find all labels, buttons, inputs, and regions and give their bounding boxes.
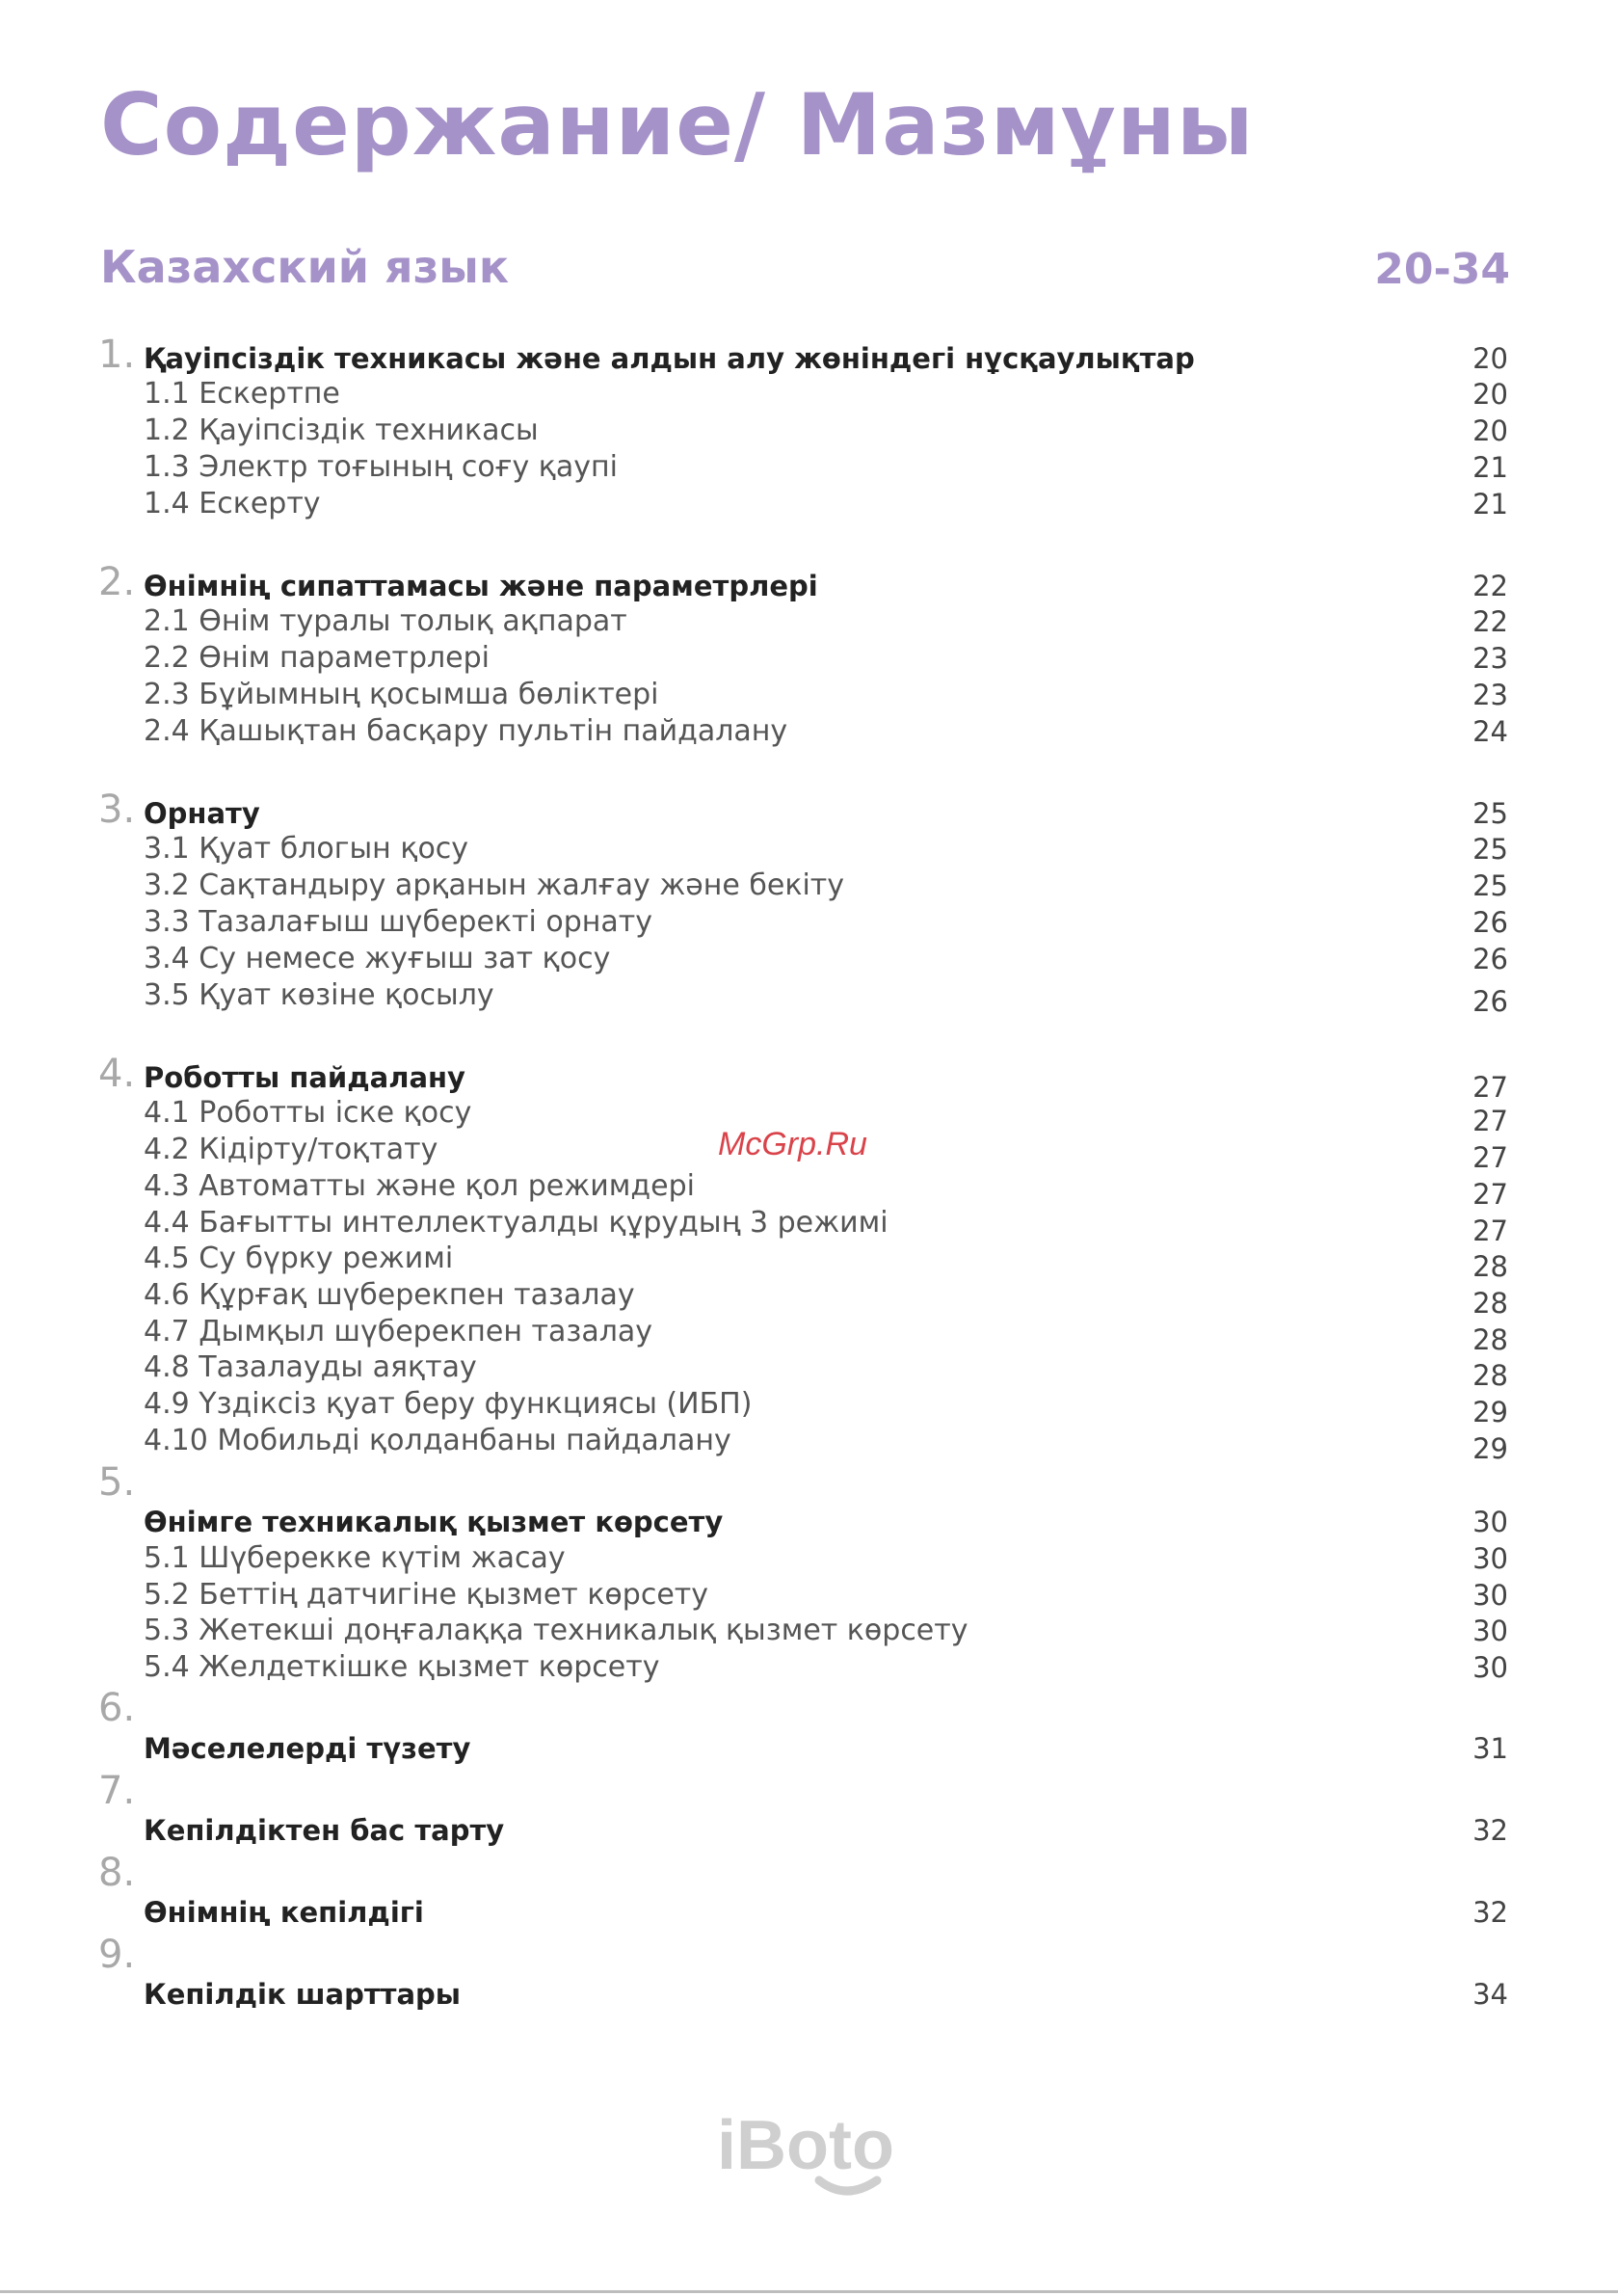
item-title: 1.1 Ескертпе xyxy=(144,377,340,411)
item-title: 4.7 Дымқыл шүберекпен тазалау xyxy=(144,1315,653,1348)
section-number: 1. xyxy=(98,333,136,377)
item-title: 4.6 Құрғақ шүберекпен тазалау xyxy=(144,1278,635,1312)
page-number: 21 xyxy=(1472,451,1508,484)
section-title: Мәселелерді түзету xyxy=(144,1732,471,1765)
page-number: 21 xyxy=(1472,488,1508,521)
item-title: 3.3 Тазалағыш шүберекті орнату xyxy=(144,905,652,939)
item-title: 3.5 Қуат көзіне қосылу xyxy=(144,978,494,1012)
toc-item-row[interactable] xyxy=(144,1169,1508,1211)
toc-section-row[interactable] xyxy=(144,1895,1508,1930)
toc-item-row[interactable] xyxy=(144,905,1508,940)
toc-item-row[interactable] xyxy=(144,868,1508,903)
page-title: Содержание/ Мазмұны xyxy=(100,75,1255,174)
toc-section-row[interactable] xyxy=(144,569,1508,603)
page-number: 32 xyxy=(1472,1896,1508,1929)
language-pages: 20-34 xyxy=(1374,245,1510,294)
page-number: 27 xyxy=(1472,1071,1508,1104)
page-number: 20 xyxy=(1472,378,1508,411)
page-number: 27 xyxy=(1472,1105,1508,1137)
item-title: 2.1 Өнім туралы толық ақпарат xyxy=(144,604,627,638)
page-number: 28 xyxy=(1472,1359,1508,1392)
item-title: 4.8 Тазалауды аяқтау xyxy=(144,1350,477,1384)
section-number: 6. xyxy=(98,1686,136,1730)
toc-item-row[interactable] xyxy=(144,1278,1508,1320)
toc-section-row[interactable] xyxy=(144,1977,1508,2012)
toc-item-row[interactable] xyxy=(144,604,1508,639)
page-number: 25 xyxy=(1472,833,1508,866)
item-title: 3.2 Сақтандыру арқанын жалғау және бекіту xyxy=(144,868,845,902)
toc-item-row[interactable] xyxy=(144,1241,1508,1283)
toc-section-row[interactable] xyxy=(144,1731,1508,1766)
section-title: Өнімнің сипаттамасы және параметрлері xyxy=(144,570,818,602)
page-number: 27 xyxy=(1472,1215,1508,1247)
page-number: 26 xyxy=(1472,985,1508,1018)
toc-section-row[interactable] xyxy=(144,341,1508,376)
section-number: 4. xyxy=(98,1052,136,1096)
page-number: 30 xyxy=(1472,1506,1508,1538)
page-number: 30 xyxy=(1472,1542,1508,1575)
item-title: 4.3 Автоматты және қол режимдері xyxy=(144,1169,695,1203)
item-title: 4.9 Үздіксіз қуат беру функциясы (ИБП) xyxy=(144,1387,753,1421)
page-number: 29 xyxy=(1472,1432,1508,1465)
item-title: 2.3 Бұйымның қосымша бөліктері xyxy=(144,678,659,711)
page-number: 27 xyxy=(1472,1178,1508,1211)
toc-section-row[interactable] xyxy=(144,1060,1508,1104)
section-title: Өнімге техникалық қызмет көрсету xyxy=(144,1506,724,1538)
section-number: 7. xyxy=(98,1769,136,1813)
footer-divider xyxy=(0,2290,1618,2293)
toc-section-row[interactable] xyxy=(144,1813,1508,1848)
item-title: 5.4 Желдеткішке қызмет көрсету xyxy=(144,1650,660,1684)
item-title: 4.5 Су бүрку режимі xyxy=(144,1241,454,1275)
toc-item-row[interactable] xyxy=(144,450,1508,485)
item-title: 5.1 Шүберекке күтім жасау xyxy=(144,1541,566,1575)
item-title: 5.3 Жетекші доңғалаққа техникалық қызмет көрсету xyxy=(144,1614,968,1647)
item-title: 3.1 Қуат блогын қосу xyxy=(144,832,469,866)
item-title: 1.2 Қауіпсіздік техникасы xyxy=(144,414,539,447)
page-number: 27 xyxy=(1472,1141,1508,1174)
page-number: 24 xyxy=(1472,715,1508,748)
page-number: 26 xyxy=(1472,943,1508,975)
toc-item-row[interactable] xyxy=(144,1206,1508,1247)
page-number: 23 xyxy=(1472,679,1508,711)
page-number: 30 xyxy=(1472,1579,1508,1612)
toc-item-row[interactable] xyxy=(144,1614,1508,1648)
page-number: 31 xyxy=(1472,1732,1508,1765)
page-number: 28 xyxy=(1472,1323,1508,1356)
page-number: 30 xyxy=(1472,1651,1508,1684)
toc-item-row[interactable] xyxy=(144,1350,1508,1392)
toc-item-row[interactable] xyxy=(144,641,1508,676)
logo-text: iBoto xyxy=(717,2107,894,2184)
language-title: Казахский язык xyxy=(100,241,510,293)
section-title: Роботты пайдалану xyxy=(144,1061,465,1094)
toc-item-row[interactable] xyxy=(144,1424,1508,1465)
item-title: 1.3 Электр тоғының соғу қаупі xyxy=(144,450,618,484)
item-title: 5.2 Беттің датчигіне қызмет көрсету xyxy=(144,1578,709,1612)
section-title: Кепілдіктен бас тарту xyxy=(144,1814,505,1847)
toc-item-row[interactable] xyxy=(144,678,1508,712)
toc-item-row[interactable] xyxy=(144,832,1508,867)
toc-item-row[interactable] xyxy=(144,1315,1508,1356)
toc-item-row[interactable] xyxy=(144,1650,1508,1685)
page-number: 25 xyxy=(1472,797,1508,830)
toc-item-row[interactable] xyxy=(144,714,1508,749)
section-number: 9. xyxy=(98,1933,136,1977)
page-number: 26 xyxy=(1472,906,1508,939)
page-number: 23 xyxy=(1472,642,1508,675)
item-title: 3.4 Су немесе жуғыш зат қосу xyxy=(144,942,611,975)
page-number: 30 xyxy=(1472,1615,1508,1647)
item-title: 4.10 Мобильді қолданбаны пайдалану xyxy=(144,1424,731,1457)
section-title: Өнімнің кепілдігі xyxy=(144,1896,424,1929)
page-number: 22 xyxy=(1472,570,1508,602)
toc-item-row[interactable] xyxy=(144,978,1508,1018)
watermark: McGrp.Ru xyxy=(718,1126,867,1162)
toc-item-row[interactable] xyxy=(144,942,1508,976)
page-number: 20 xyxy=(1472,414,1508,447)
item-title: 4.1 Роботты іске қосу xyxy=(144,1096,472,1130)
toc-section-row[interactable] xyxy=(144,796,1508,831)
section-title: Кепілдік шарттары xyxy=(144,1978,462,2011)
section-title: Қауіпсіздік техникасы және алдын алу жөніндегі нұсқаулықтар xyxy=(144,342,1195,375)
section-number: 8. xyxy=(98,1851,136,1895)
page-number: 20 xyxy=(1472,342,1508,375)
toc-item-row[interactable] xyxy=(144,377,1508,412)
section-number: 5. xyxy=(98,1460,136,1505)
section-title: Орнату xyxy=(144,797,260,830)
page-number: 34 xyxy=(1472,1978,1508,2011)
item-title: 2.4 Қашықтан басқару пультін пайдалану xyxy=(144,714,788,748)
toc-item-row[interactable] xyxy=(144,1541,1508,1576)
toc-item-row[interactable] xyxy=(144,414,1508,448)
iboto-logo xyxy=(711,2101,923,2207)
page-number: 28 xyxy=(1472,1287,1508,1320)
toc-item-row[interactable] xyxy=(144,1578,1508,1613)
item-title: 4.4 Бағытты интеллектуалды құрудың 3 режимі xyxy=(144,1206,889,1240)
item-title: 2.2 Өнім параметрлері xyxy=(144,641,491,675)
page-number: 29 xyxy=(1472,1396,1508,1428)
item-title: 4.2 Кідірту/тоқтату xyxy=(144,1133,438,1166)
page-number: 28 xyxy=(1472,1250,1508,1283)
toc-item-row[interactable] xyxy=(144,487,1508,521)
section-number: 2. xyxy=(98,560,136,604)
page-number: 22 xyxy=(1472,605,1508,638)
section-number: 3. xyxy=(98,788,136,832)
page-number: 25 xyxy=(1472,869,1508,902)
item-title: 1.4 Ескерту xyxy=(144,487,321,521)
toc-section-row[interactable] xyxy=(144,1505,1508,1539)
page-number: 32 xyxy=(1472,1814,1508,1847)
toc-item-row[interactable] xyxy=(144,1387,1508,1428)
